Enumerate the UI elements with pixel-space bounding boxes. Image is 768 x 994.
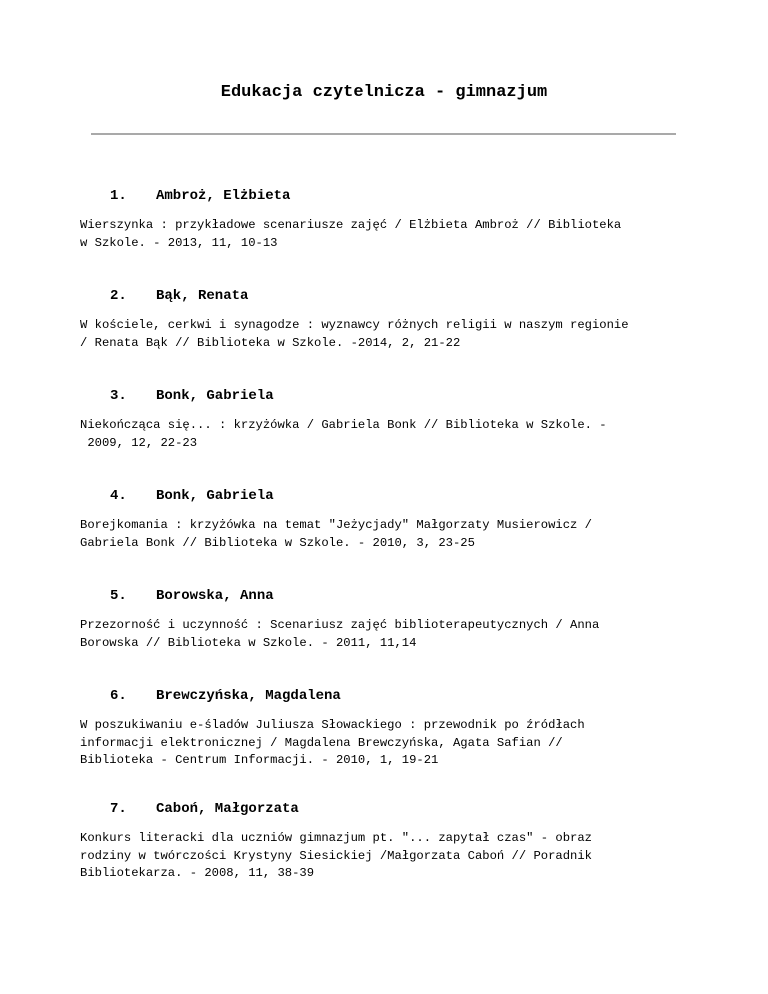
bibliography-list <box>80 186 700 899</box>
entry-number: 2. <box>110 288 127 304</box>
entry-number: 7. <box>110 801 127 817</box>
entry-heading <box>80 386 700 406</box>
entry-description-line: w Szkole. - 2013, 11, 10-13 <box>80 235 278 250</box>
bibliography-entry <box>80 799 700 899</box>
entry-heading <box>80 286 700 306</box>
entry-description <box>80 517 700 552</box>
entry-description <box>80 217 700 252</box>
entry-description-line: Konkurs literacki dla uczniów gimnazjum pt. "... zapytał czas" - obraz <box>80 831 592 845</box>
entry-description <box>80 317 700 352</box>
entry-description-line: Biblioteka - Centrum Informacji. - 2010, 1, 19-21 <box>80 753 439 767</box>
horizontal-divider <box>91 133 676 135</box>
entry-description-line: Przezorność i uczynność : Scenariusz zajęć biblioterapeutycznych / Anna <box>80 618 600 632</box>
entry-description-line: W kościele, cerkwi i synagodze : wyznawcy różnych religii w naszym regionie <box>80 318 629 332</box>
entry-description <box>80 830 700 883</box>
entry-description-line: Borowska // Biblioteka w Szkole. - 2011, 11,14 <box>80 635 417 650</box>
entry-heading <box>80 686 700 706</box>
entry-author: Brewczyńska, Magdalena <box>156 688 341 704</box>
entry-author: Borowska, Anna <box>156 588 274 604</box>
bibliography-entry <box>80 486 700 586</box>
bibliography-entry <box>80 286 700 386</box>
entry-author: Bonk, Gabriela <box>156 388 274 404</box>
entry-author: Ambroż, Elżbieta <box>156 188 291 204</box>
entry-description-line: Wierszynka : przykładowe scenariusze zajęć / Elżbieta Ambroż // Biblioteka <box>80 218 622 232</box>
entry-heading <box>80 486 700 506</box>
entry-description <box>80 717 700 770</box>
entry-author: Bąk, Renata <box>156 288 249 304</box>
entry-author: Caboń, Małgorzata <box>156 801 299 817</box>
bibliography-entry <box>80 386 700 486</box>
entry-description-line: / Renata Bąk // Biblioteka w Szkole. -2014, 2, 21-22 <box>80 335 461 350</box>
entry-heading <box>80 586 700 606</box>
entry-number: 3. <box>110 388 127 404</box>
entry-number: 6. <box>110 688 127 704</box>
entry-description <box>80 417 700 452</box>
entry-heading <box>80 186 700 206</box>
entry-number: 4. <box>110 488 127 504</box>
entry-description-line: rodziny w twórczości Krystyny Siesickiej /Małgorzata Caboń // Poradnik <box>80 848 592 863</box>
entry-heading <box>80 799 700 819</box>
entry-description-line: Borejkomania : krzyżówka na temat "Jeżycjady" Małgorzaty Musierowicz / <box>80 518 592 532</box>
entry-description-line: Gabriela Bonk // Biblioteka w Szkole. - 2010, 3, 23-25 <box>80 535 475 550</box>
entry-number: 5. <box>110 588 127 604</box>
bibliography-entry <box>80 186 700 286</box>
entry-description-line: informacji elektronicznej / Magdalena Brewczyńska, Agata Safian // <box>80 735 563 750</box>
entry-description-line: Niekończąca się... : krzyżówka / Gabriela Bonk // Biblioteka w Szkole. - <box>80 418 607 432</box>
entry-number: 1. <box>110 188 127 204</box>
entry-description-line: W poszukiwaniu e-śladów Juliusza Słowackiego : przewodnik po źródłach <box>80 718 585 732</box>
page-title: Edukacja czytelnicza - gimnazjum <box>220 83 548 102</box>
entry-description <box>80 617 700 652</box>
entry-description-line: 2009, 12, 22-23 <box>80 435 198 450</box>
bibliography-entry <box>80 686 700 799</box>
entry-author: Bonk, Gabriela <box>156 488 274 504</box>
entry-description-line: Bibliotekarza. - 2008, 11, 38-39 <box>80 866 315 880</box>
bibliography-entry <box>80 586 700 686</box>
